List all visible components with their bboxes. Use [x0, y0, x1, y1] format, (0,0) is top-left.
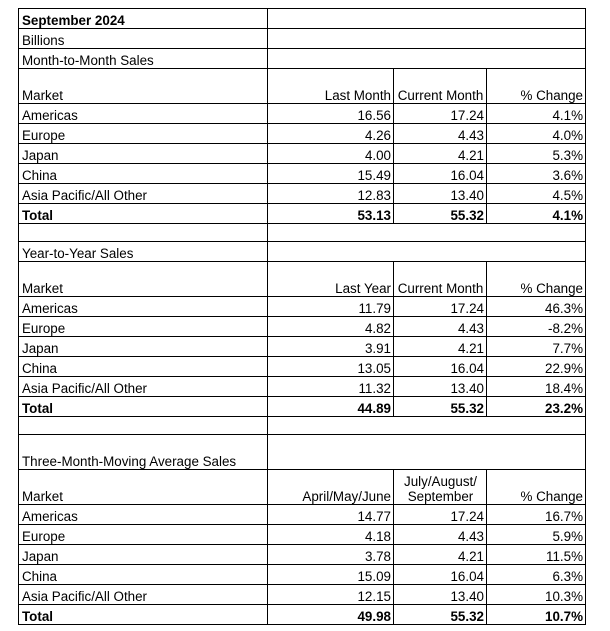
- market-cell: China: [19, 565, 268, 585]
- unit-empty-cell: [268, 29, 586, 49]
- total-previous-value: 53.13: [268, 204, 394, 224]
- market-cell: Europe: [19, 124, 268, 144]
- change-cell: 18.4%: [487, 377, 586, 397]
- change-cell: 46.3%: [487, 297, 586, 317]
- market-cell: Americas: [19, 505, 268, 525]
- title-row: [19, 9, 586, 29]
- total-current-value: 55.32: [394, 605, 487, 625]
- table-row: [19, 164, 586, 184]
- total-row: [19, 204, 586, 224]
- sales-table: [18, 8, 586, 625]
- current-value-cell: 17.24: [394, 104, 487, 124]
- previous-value-cell: 13.05: [268, 357, 394, 377]
- previous-value-cell: 11.79: [268, 297, 394, 317]
- total-change: 4.1%: [487, 204, 586, 224]
- unit-row: [19, 29, 586, 49]
- report-title: September 2024: [19, 9, 268, 29]
- market-cell: Americas: [19, 297, 268, 317]
- previous-value-cell: 16.56: [268, 104, 394, 124]
- market-cell: China: [19, 164, 268, 184]
- total-change: 23.2%: [487, 397, 586, 417]
- total-change: 10.7%: [487, 605, 586, 625]
- column-header-current: July/August/ September: [394, 470, 487, 505]
- previous-value-cell: 4.26: [268, 124, 394, 144]
- market-cell: Japan: [19, 337, 268, 357]
- table-row: [19, 297, 586, 317]
- current-value-cell: 4.21: [394, 337, 487, 357]
- title-empty-cell: [268, 9, 586, 29]
- spacer-cell: [268, 224, 586, 242]
- previous-value-cell: 15.09: [268, 565, 394, 585]
- current-value-cell: 17.24: [394, 505, 487, 525]
- table-row: [19, 144, 586, 164]
- current-value-cell: 4.21: [394, 144, 487, 164]
- change-cell: 16.7%: [487, 505, 586, 525]
- column-header-previous: April/May/June: [268, 470, 394, 505]
- column-header-row: [19, 262, 586, 297]
- current-value-cell: 4.43: [394, 124, 487, 144]
- market-cell: Europe: [19, 525, 268, 545]
- total-label: Total: [19, 397, 268, 417]
- previous-value-cell: 3.78: [268, 545, 394, 565]
- section-heading-row: [19, 242, 586, 262]
- total-label: Total: [19, 605, 268, 625]
- column-header-change: % Change: [487, 262, 586, 297]
- current-value-cell: 4.43: [394, 525, 487, 545]
- current-value-cell: 13.40: [394, 585, 487, 605]
- column-header-change: % Change: [487, 69, 586, 104]
- table-row: [19, 525, 586, 545]
- current-value-cell: 4.43: [394, 317, 487, 337]
- column-header-market: Market: [19, 262, 268, 297]
- market-cell: Americas: [19, 104, 268, 124]
- market-cell: Asia Pacific/All Other: [19, 377, 268, 397]
- current-value-cell: 16.04: [394, 164, 487, 184]
- column-header-current: Current Month: [394, 262, 487, 297]
- table-body: [19, 9, 586, 625]
- change-cell: 5.9%: [487, 525, 586, 545]
- current-value-cell: 16.04: [394, 565, 487, 585]
- change-cell: 4.0%: [487, 124, 586, 144]
- spacer-cell: [268, 417, 586, 435]
- current-value-cell: 13.40: [394, 377, 487, 397]
- change-cell: 5.3%: [487, 144, 586, 164]
- total-row: [19, 605, 586, 625]
- table-row: [19, 565, 586, 585]
- column-header-row: [19, 470, 586, 505]
- change-cell: 3.6%: [487, 164, 586, 184]
- table-row: [19, 124, 586, 144]
- change-cell: 6.3%: [487, 565, 586, 585]
- table-row: [19, 184, 586, 204]
- current-value-cell: 4.21: [394, 545, 487, 565]
- previous-value-cell: 4.00: [268, 144, 394, 164]
- previous-value-cell: 4.18: [268, 525, 394, 545]
- spacer-row: [19, 224, 586, 242]
- section-heading: Month-to-Month Sales: [19, 49, 268, 69]
- change-cell: 4.5%: [487, 184, 586, 204]
- total-row: [19, 397, 586, 417]
- current-value-cell: 17.24: [394, 297, 487, 317]
- total-previous-value: 49.98: [268, 605, 394, 625]
- spacer-cell: [19, 417, 268, 435]
- change-cell: 11.5%: [487, 545, 586, 565]
- change-cell: 4.1%: [487, 104, 586, 124]
- unit-label: Billions: [19, 29, 268, 49]
- current-value-cell: 13.40: [394, 184, 487, 204]
- column-header-market: Market: [19, 470, 268, 505]
- column-header-previous: Last Month: [268, 69, 394, 104]
- spacer-row: [19, 417, 586, 435]
- current-value-cell: 16.04: [394, 357, 487, 377]
- table-row: [19, 377, 586, 397]
- column-header-change: % Change: [487, 470, 586, 505]
- market-cell: China: [19, 357, 268, 377]
- market-cell: Europe: [19, 317, 268, 337]
- column-header-row: [19, 69, 586, 104]
- change-cell: -8.2%: [487, 317, 586, 337]
- market-cell: Japan: [19, 545, 268, 565]
- section-heading: Three-Month-Moving Average Sales: [19, 435, 268, 470]
- table-row: [19, 357, 586, 377]
- total-current-value: 55.32: [394, 397, 487, 417]
- previous-value-cell: 11.32: [268, 377, 394, 397]
- spacer-cell: [19, 224, 268, 242]
- change-cell: 7.7%: [487, 337, 586, 357]
- table-row: [19, 505, 586, 525]
- section-heading-empty-cell: [268, 242, 586, 262]
- total-label: Total: [19, 204, 268, 224]
- section-heading-row: [19, 49, 586, 69]
- table-row: [19, 104, 586, 124]
- change-cell: 22.9%: [487, 357, 586, 377]
- previous-value-cell: 4.82: [268, 317, 394, 337]
- previous-value-cell: 14.77: [268, 505, 394, 525]
- section-heading-empty-cell: [268, 49, 586, 69]
- table-row: [19, 317, 586, 337]
- column-header-market: Market: [19, 69, 268, 104]
- previous-value-cell: 12.15: [268, 585, 394, 605]
- previous-value-cell: 15.49: [268, 164, 394, 184]
- market-cell: Asia Pacific/All Other: [19, 585, 268, 605]
- total-previous-value: 44.89: [268, 397, 394, 417]
- table-row: [19, 337, 586, 357]
- market-cell: Japan: [19, 144, 268, 164]
- column-header-current: Current Month: [394, 69, 487, 104]
- total-current-value: 55.32: [394, 204, 487, 224]
- section-heading: Year-to-Year Sales: [19, 242, 268, 262]
- previous-value-cell: 12.83: [268, 184, 394, 204]
- section-heading-row: [19, 435, 586, 470]
- previous-value-cell: 3.91: [268, 337, 394, 357]
- market-cell: Asia Pacific/All Other: [19, 184, 268, 204]
- change-cell: 10.3%: [487, 585, 586, 605]
- section-heading-empty-cell: [268, 435, 586, 470]
- column-header-previous: Last Year: [268, 262, 394, 297]
- table-row: [19, 545, 586, 565]
- table-row: [19, 585, 586, 605]
